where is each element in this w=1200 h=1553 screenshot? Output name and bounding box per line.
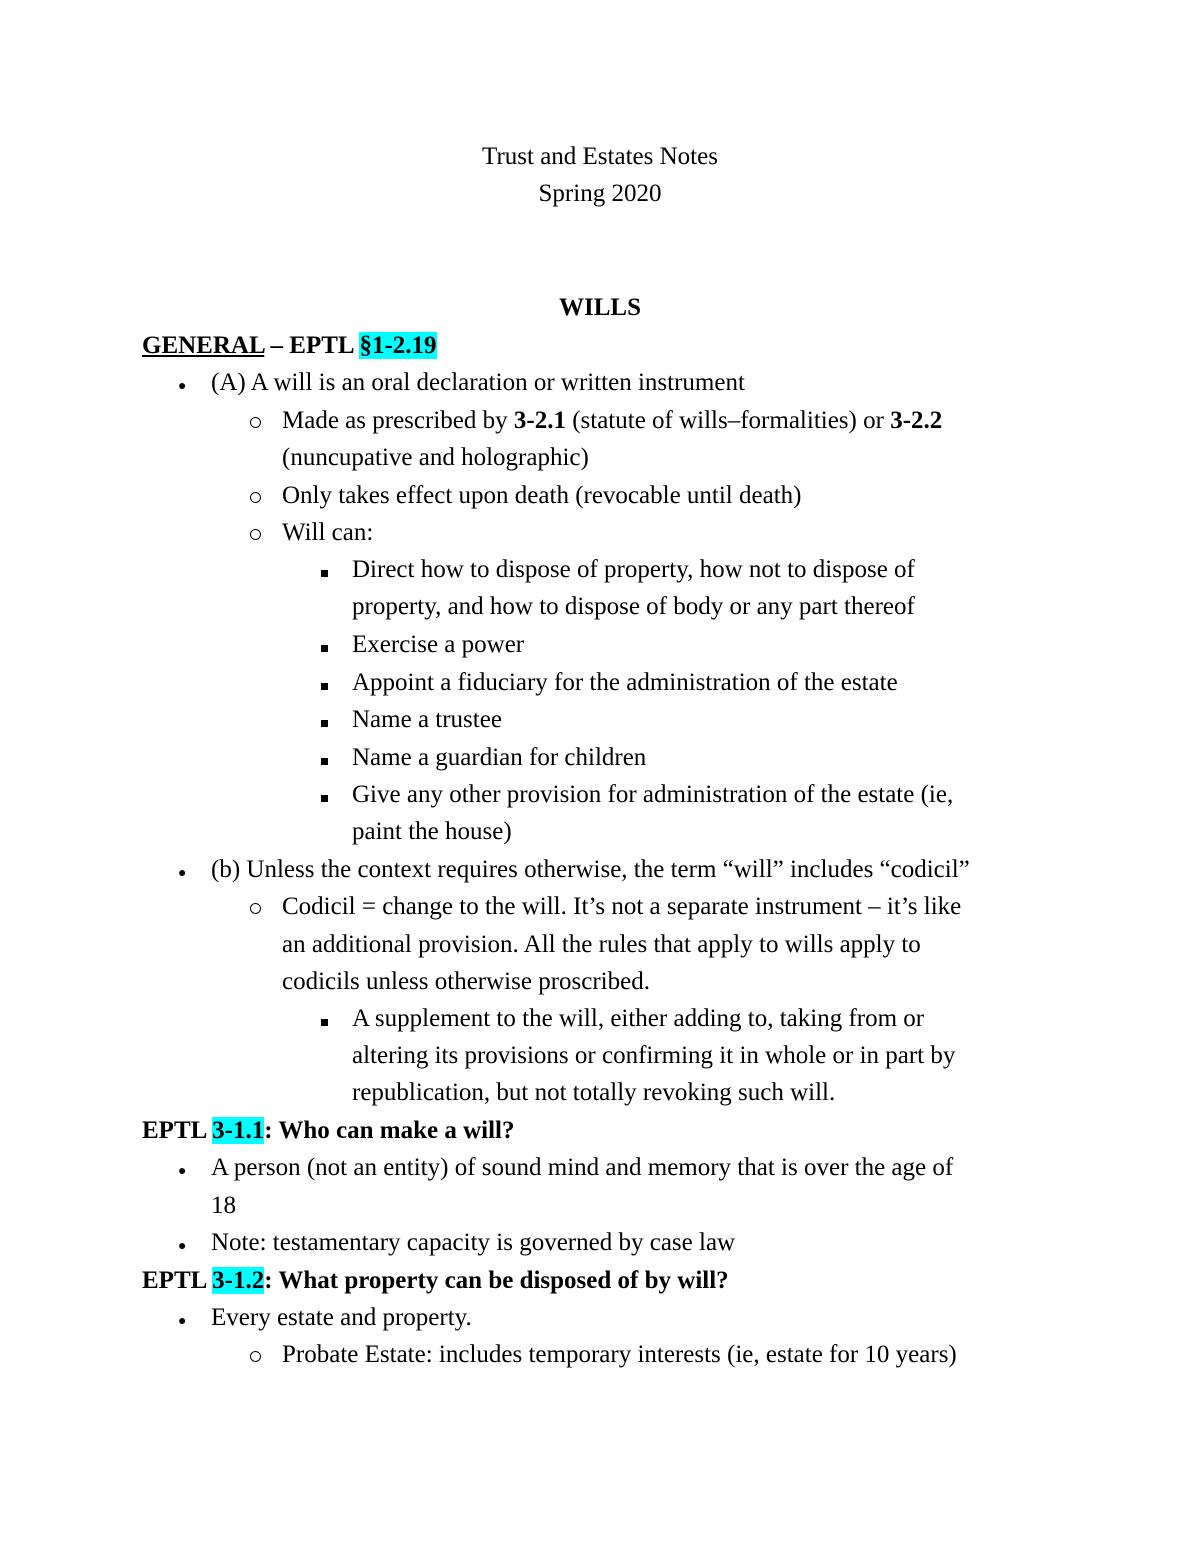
list-item-codicil-cont2: codicils unless otherwise proscribed.	[282, 968, 650, 995]
section-heading-wills: WILLS	[559, 294, 641, 321]
list-item-other-provision: Give any other provision for administration of the estate (ie,	[352, 781, 954, 808]
heading-general	[142, 331, 437, 361]
bullet-icon: ●	[178, 1239, 187, 1254]
list-item-trustee: Name a trustee	[352, 706, 502, 733]
bullet-icon: ●	[178, 866, 187, 881]
list-item-a: (A) A will is an oral declaration or written instrument	[211, 369, 745, 396]
circle-bullet-icon	[250, 892, 261, 922]
document-title: Trust and Estates Notes	[482, 143, 718, 170]
circle-bullet-icon	[250, 518, 261, 548]
list-item-prescribed-cont: (nuncupative and holographic)	[282, 444, 589, 471]
text: : Who can make a will?	[264, 1117, 515, 1144]
heading-general-dash: – EPTL	[264, 332, 360, 359]
list-item-other-provision-cont: paint the house)	[352, 818, 512, 845]
list-item-direct: Direct how to dispose of property, how not to dispose of	[352, 556, 915, 583]
list-item-guardian: Name a guardian for children	[352, 744, 647, 771]
square-bullet-icon	[321, 555, 328, 585]
ref-3-2-2: 3-2.2	[890, 407, 943, 434]
list-item-supplement: A supplement to the will, either adding to, taking from or	[352, 1005, 925, 1032]
square-bullet-icon	[321, 780, 328, 810]
heading-general-label: GENERAL	[142, 332, 265, 359]
heading-general-code: §1-2.19	[359, 332, 437, 359]
list-item-capacity: Note: testamentary capacity is governed by case law	[211, 1229, 736, 1256]
list-item-fiduciary: Appoint a fiduciary for the administration of the estate	[352, 669, 898, 696]
square-bullet-icon	[321, 743, 328, 773]
list-item-codicil: Codicil = change to the will. It’s not a separate instrument – it’s like	[282, 893, 962, 920]
circle-bullet-icon	[250, 1340, 261, 1370]
circle-bullet-icon	[250, 406, 261, 436]
heading-eptl-3-1-2	[142, 1266, 729, 1296]
list-item-every-estate: Every estate and property.	[211, 1304, 472, 1331]
list-item-effect: Only takes effect upon death (revocable until death)	[282, 482, 802, 509]
square-bullet-icon	[321, 630, 328, 660]
list-item-b: (b) Unless the context requires otherwise, the term “will” includes “codicil”	[211, 856, 970, 883]
ref-3-2-1: 3-2.1	[513, 407, 566, 434]
text: Made as prescribed by	[282, 407, 514, 434]
square-bullet-icon	[321, 1004, 328, 1034]
text: : What property can be disposed of by will?	[264, 1267, 729, 1294]
list-item-person-cont: 18	[211, 1192, 236, 1219]
list-item-person: A person (not an entity) of sound mind and memory that is over the age of	[211, 1154, 954, 1181]
list-item-prescribed	[282, 406, 942, 436]
text: EPTL	[142, 1267, 213, 1294]
list-item-supplement-cont1: altering its provisions or confirming it in whole or in part by	[352, 1042, 956, 1069]
bullet-icon: ●	[178, 1164, 187, 1179]
list-item-supplement-cont2: republication, but not totally revoking such will.	[352, 1079, 836, 1106]
list-item-will-can: Will can:	[282, 519, 374, 546]
heading-eptl-3-1-1	[142, 1116, 515, 1146]
list-item-power: Exercise a power	[352, 631, 525, 658]
heading-code: 3-1.2	[212, 1267, 265, 1294]
square-bullet-icon	[321, 705, 328, 735]
text: (statute of wills–formalities) or	[565, 407, 891, 434]
bullet-icon: ●	[178, 379, 187, 394]
bullet-icon: ●	[178, 1314, 187, 1329]
square-bullet-icon	[321, 668, 328, 698]
list-item-probate-estate: Probate Estate: includes temporary interests (ie, estate for 10 years)	[282, 1341, 957, 1368]
document-subtitle: Spring 2020	[538, 180, 662, 207]
circle-bullet-icon	[250, 481, 261, 511]
text: EPTL	[142, 1117, 213, 1144]
list-item-codicil-cont1: an additional provision. All the rules that apply to wills apply to	[282, 931, 921, 958]
heading-code: 3-1.1	[212, 1117, 265, 1144]
list-item-direct-cont: property, and how to dispose of body or any part thereof	[352, 593, 915, 620]
